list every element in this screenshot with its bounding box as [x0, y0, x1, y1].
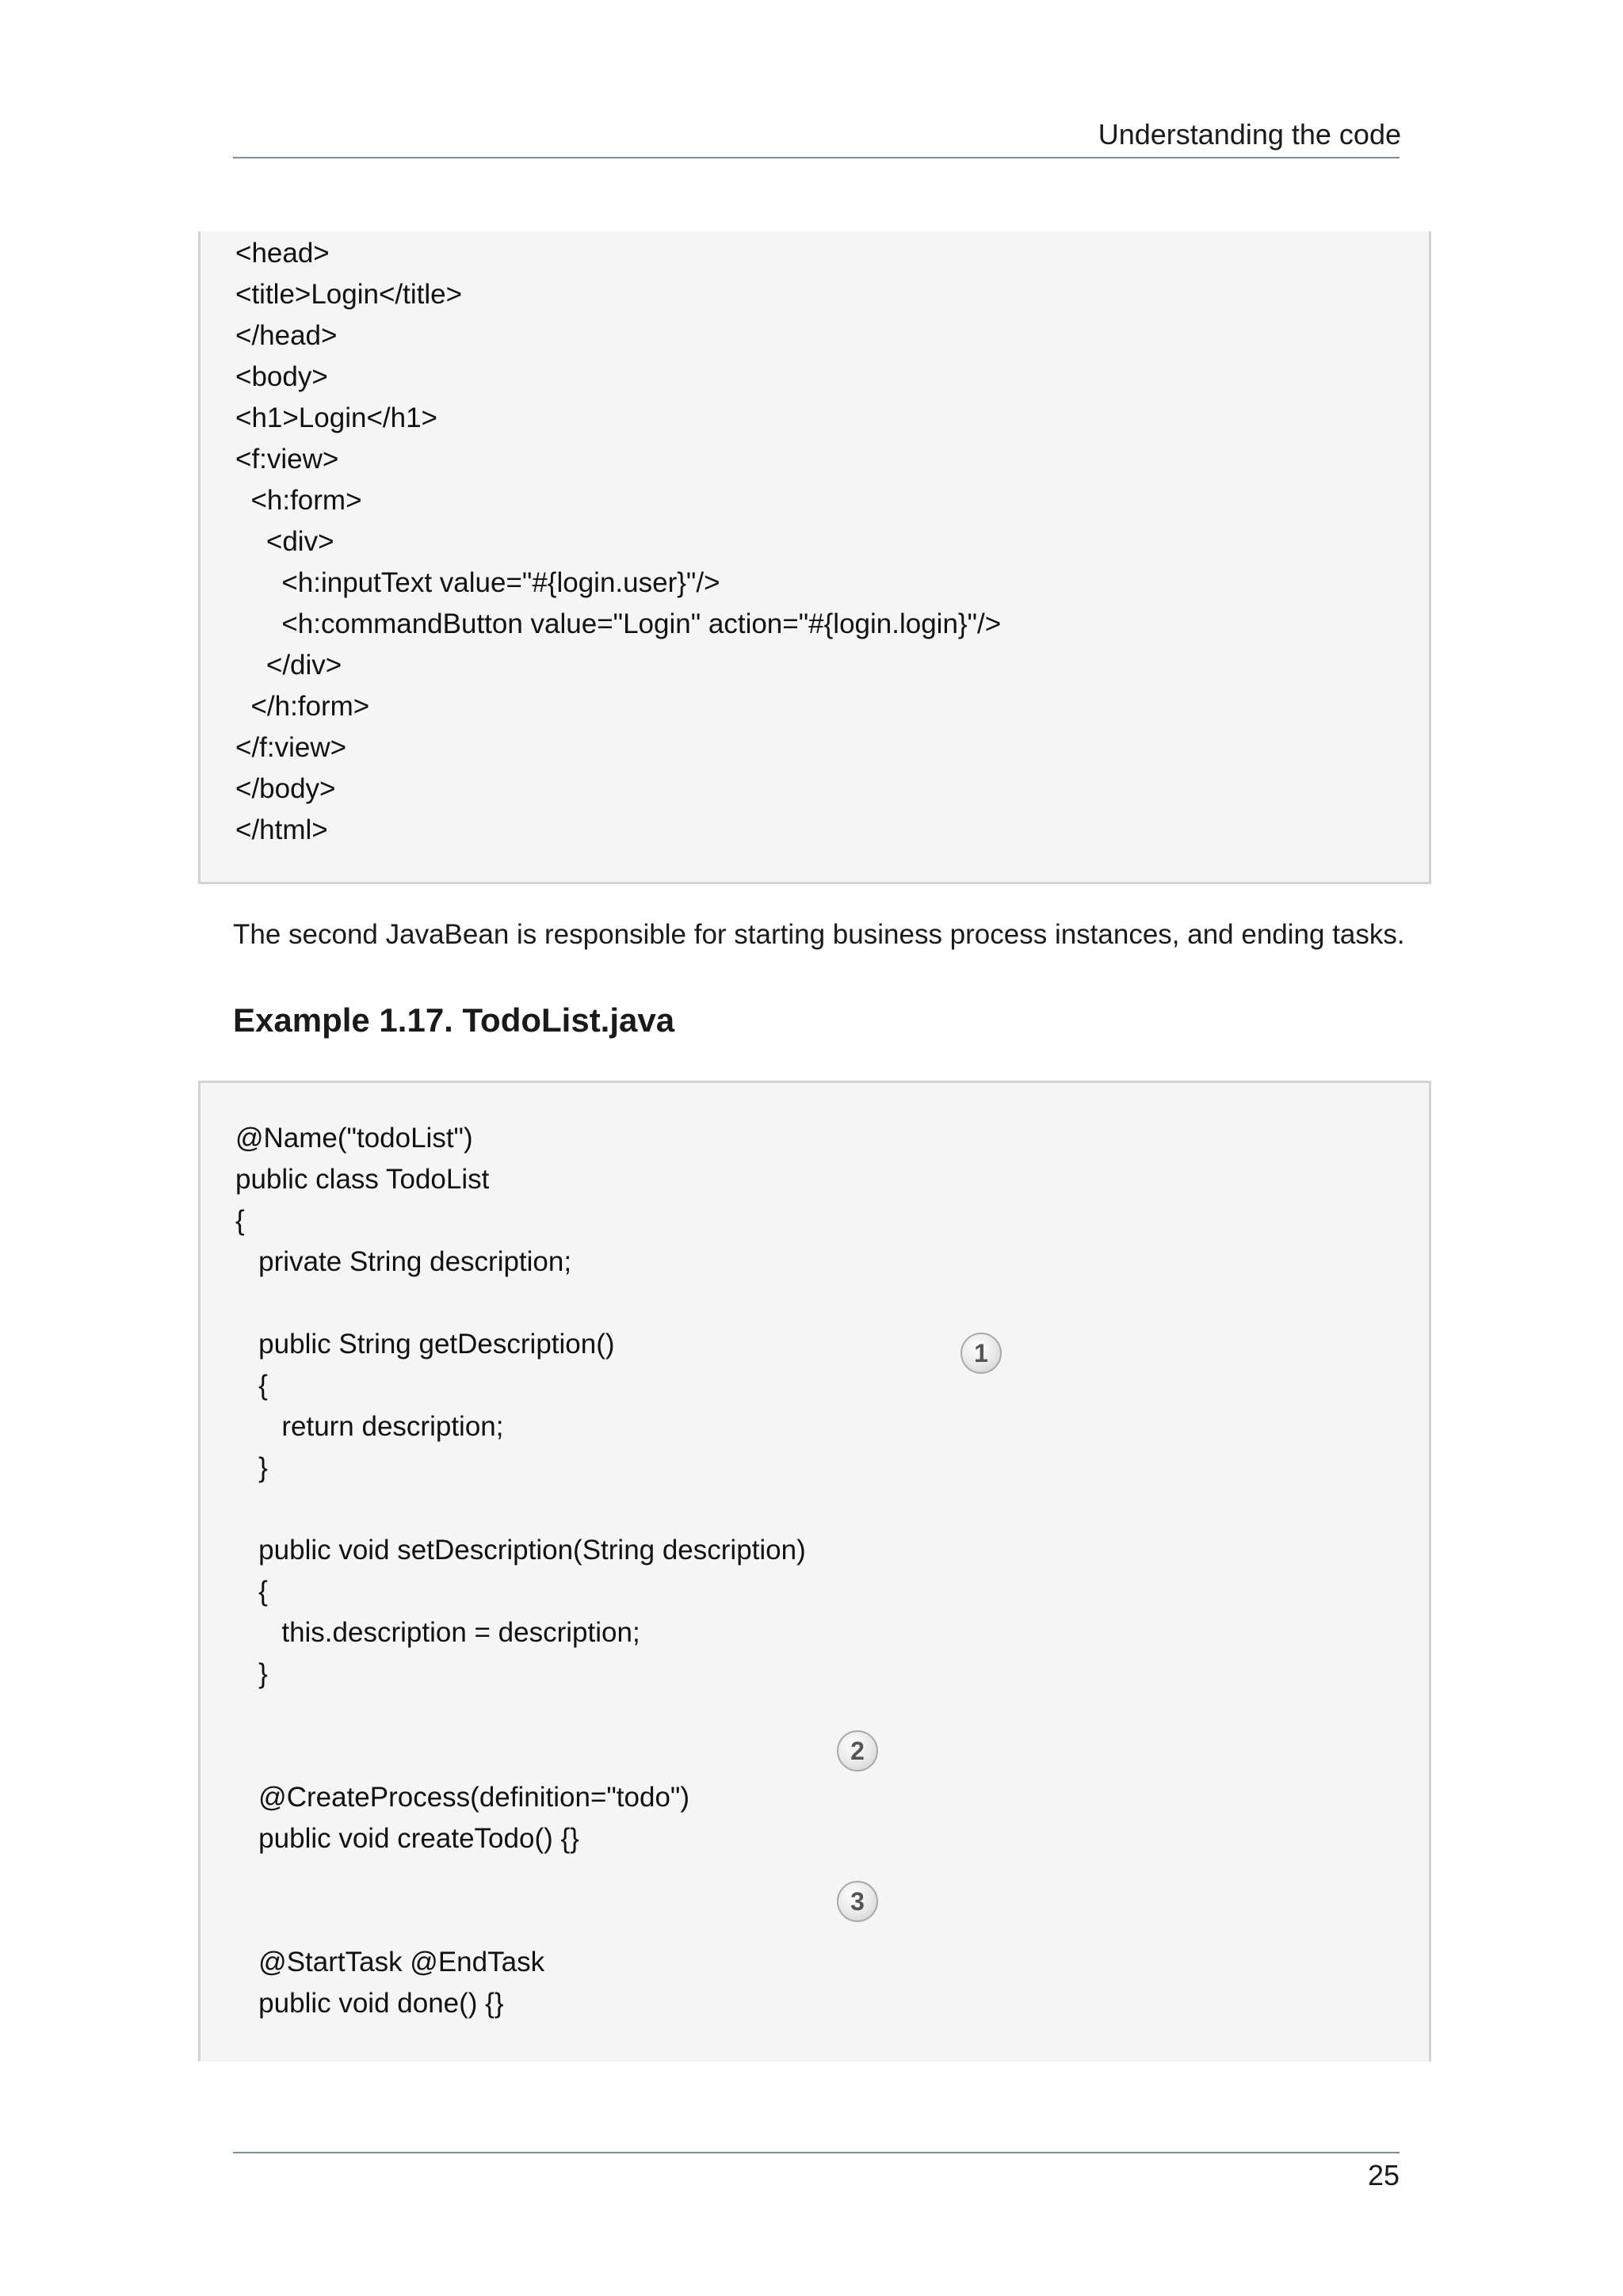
code-line: public void setDescription(String description) [235, 1535, 806, 1566]
code-line [235, 1283, 806, 1324]
code-line [235, 1859, 806, 1901]
code-line: </h:form> [235, 691, 370, 722]
code-listing-todolist [198, 1081, 1431, 2061]
example-title: Example 1.17. TodoList.java [233, 1001, 675, 1039]
code-line: <head> [235, 238, 330, 269]
code-line: public class TodoList [235, 1164, 490, 1195]
code-line: </body> [235, 773, 336, 804]
code-line: return description; [235, 1411, 504, 1442]
callout-marker-2: 2 [837, 1730, 878, 1772]
code-line: <f:view> [235, 444, 339, 475]
code-line: } [235, 1658, 268, 1689]
code-line [235, 1695, 806, 1736]
code-line: { [235, 1205, 245, 1236]
body-paragraph: The second JavaBean is responsible for starting business process instances, and ending tasks. [233, 919, 1405, 950]
code-line: @StartTask @EndTask [235, 1947, 545, 1978]
code-line: private String description; [235, 1246, 572, 1277]
footer-divider [233, 2152, 1400, 2153]
code-line: <h1>Login</h1> [235, 402, 437, 433]
code-line: <body> [235, 361, 328, 392]
running-header-title: Understanding the code [1098, 118, 1401, 151]
page-number: 25 [1367, 2159, 1400, 2191]
code-listing-login-page [198, 231, 1431, 884]
code-line: </f:view> [235, 732, 347, 763]
code-line: public void done() {} [235, 1988, 504, 2019]
code-line: @CreateProcess(definition="todo") [235, 1782, 690, 1813]
code-line: <div> [235, 526, 334, 557]
code-line [235, 1736, 806, 1777]
code-line: <title>Login</title> [235, 279, 463, 310]
code-line: @Name("todoList") [235, 1123, 473, 1154]
code-line: <h:form> [235, 485, 362, 516]
code-line: </div> [235, 650, 342, 681]
code-line: <h:inputText value="#{login.user}"/> [235, 567, 720, 598]
code-line: { [235, 1576, 268, 1607]
code-line: </html> [235, 814, 328, 845]
code-line: <h:commandButton value="Login" action="#{login.login}"/> [235, 608, 1002, 639]
code-line: </head> [235, 320, 338, 351]
code-line: public void createTodo() {} [235, 1823, 579, 1854]
callout-marker-1: 1 [960, 1333, 1002, 1374]
code-lines [235, 233, 1001, 851]
code-line: } [235, 1452, 268, 1483]
header-divider [233, 157, 1400, 158]
code-lines [235, 1118, 806, 2024]
code-line: public String getDescription() [235, 1329, 615, 1360]
code-line [235, 1489, 806, 1530]
code-line: this.description = description; [235, 1617, 640, 1648]
callout-marker-3: 3 [837, 1881, 878, 1922]
code-line: { [235, 1370, 268, 1401]
code-line [235, 1901, 806, 1942]
